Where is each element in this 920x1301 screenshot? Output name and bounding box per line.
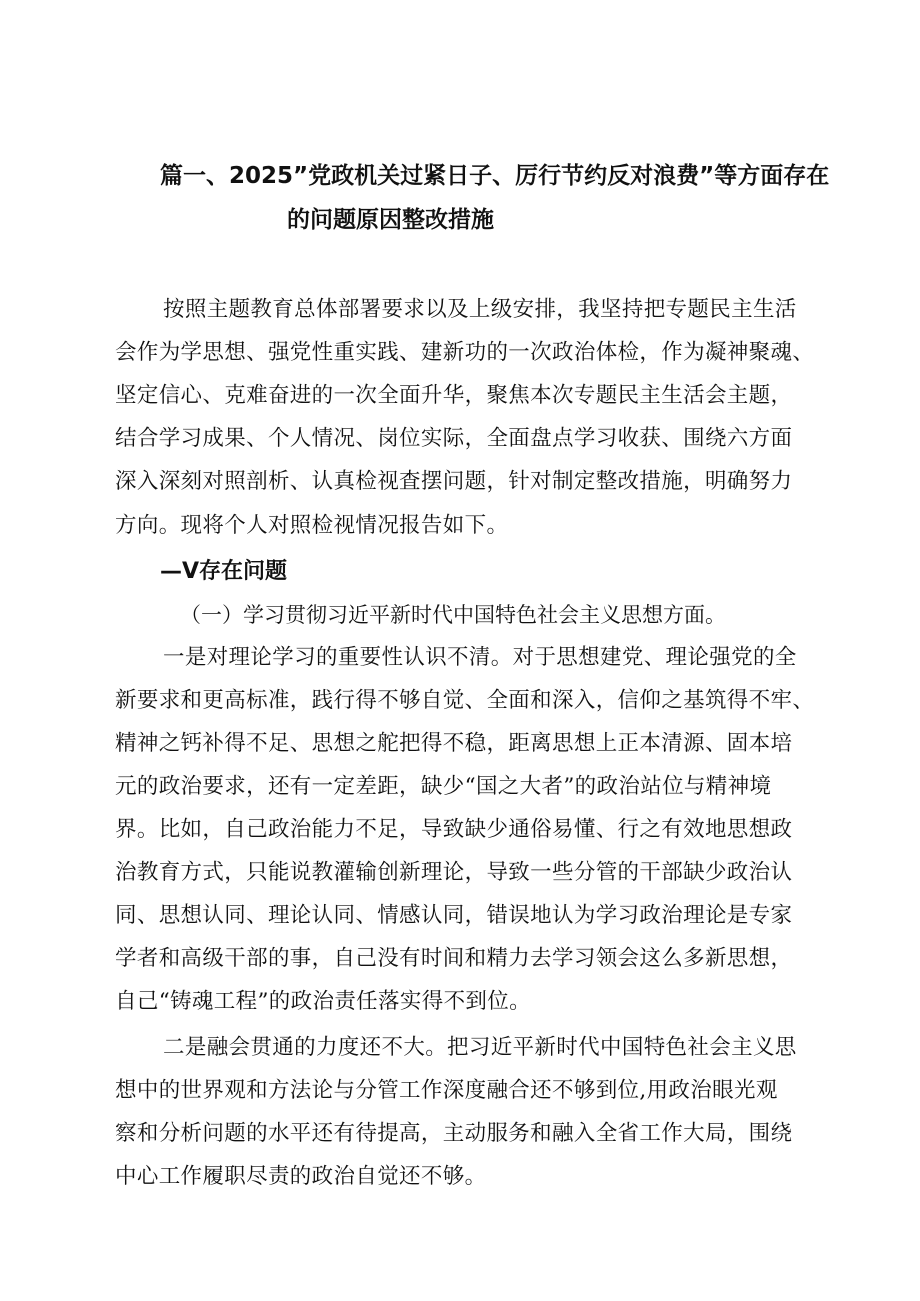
intro-line: 坚定信心、克难奋进的一次全面升华，聚焦本次专题民主生活会主题， — [115, 383, 793, 408]
intro-line: 结合学习成果、个人情况、岗位实际，全面盘点学习收获、围绕六方面 — [115, 426, 793, 451]
section-heading: —V存在问题 — [160, 559, 288, 584]
intro-line: 方向。现将个人对照检视情况报告如下。 — [115, 513, 509, 538]
document-title-line-2: 的问题原因整改措施 — [287, 207, 494, 233]
subsection-heading: （一）学习贯彻习近平新时代中国特色社会主义思想方面。 — [180, 603, 726, 627]
paragraph1-line: 学者和高级干部的事，自己没有时间和精力去学习领会这么多新思想， — [115, 946, 793, 971]
paragraph1-line: 精神之钙补得不足、思想之舵把得不稳，距离思想上正本清源、固本培 — [115, 731, 793, 756]
intro-line: 会作为学思想、强党性重实践、建新功的一次政治体检，作为凝神聚魂、 — [115, 340, 815, 365]
paragraph2-line: 二是融会贯通的力度还不大。把习近平新时代中国特色社会主义思 — [163, 1035, 797, 1060]
document-title-line-1: 篇一、2025”党政机关过紧日子、厉行节约反对浪费”等方面存在 — [160, 163, 830, 189]
paragraph1-line: 一是对理论学习的重要性认识不清。对于思想建党、理论强党的全 — [163, 645, 797, 670]
paragraph1-line: 界。比如，自己政治能力不足，导致缺少通俗易懂、行之有效地思想政 — [115, 817, 793, 842]
paragraph1-line: 元的政治要求，还有一定差距，缺少“国之大者”的政治站位与精神境 — [115, 774, 772, 799]
paragraph2-line: 察和分析问题的水平还有待提高，主动服务和融入全省工作大局，围绕 — [115, 1121, 793, 1146]
paragraph2-line: 中心工作履职尽责的政治自觉还不够。 — [115, 1164, 487, 1189]
paragraph1-line: 新要求和更高标准，践行得不够自觉、全面和深入，信仰之基筑得不牢、 — [115, 688, 815, 713]
paragraph1-line: 同、思想认同、理论认同、情感认同，错误地认为学习政治理论是专家 — [115, 903, 793, 928]
paragraph1-line: 治教育方式，只能说教灌输创新理论，导致一些分管的干部缺少政治认 — [115, 860, 793, 885]
intro-line: 按照主题教育总体部署要求以及上级安排，我坚持把专题民主生活 — [163, 297, 797, 322]
paragraph2-line: 想中的世界观和方法论与分管工作深度融合还不够到位,用政治眼光观 — [115, 1078, 778, 1103]
paragraph1-line: 自己“铸魂工程”的政治责任落实得不到位。 — [115, 989, 531, 1014]
intro-line: 深入深刻对照剖析、认真检视査摆问题，针对制定整改措施，明确努力 — [115, 469, 793, 494]
